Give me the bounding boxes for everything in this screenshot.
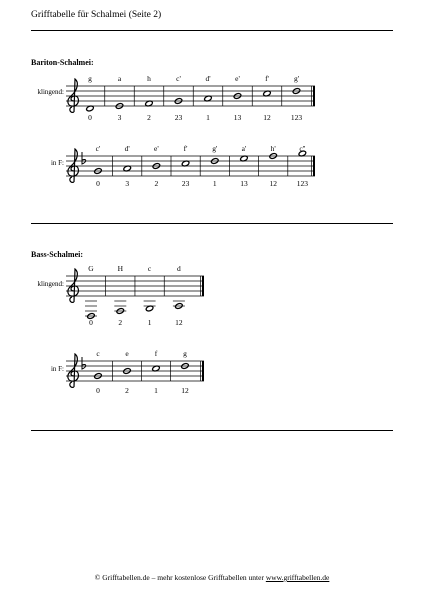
fingering-number: 12: [263, 113, 271, 122]
footer-link[interactable]: www.grifftabellen.de: [265, 573, 330, 582]
note-name: f': [183, 144, 188, 153]
fingering-number: 0: [88, 113, 92, 122]
note-name: g: [183, 349, 187, 358]
fingering-number: 0: [89, 318, 93, 327]
fingering-number: 0: [96, 386, 100, 395]
final-barline: [313, 86, 315, 106]
fingering-number: 123: [296, 179, 309, 188]
staff-label-bariton-in-f: in F:: [50, 159, 64, 167]
fingering-number: 13: [240, 179, 248, 188]
note-name: g': [212, 144, 218, 153]
fingering-number: 1: [147, 318, 152, 327]
footer-dash: –: [151, 573, 156, 582]
fingering-number: 12: [269, 179, 277, 188]
staff-label-bass-in-f: in F:: [50, 365, 64, 373]
note-name: h: [147, 74, 151, 83]
section-title-bariton: Bariton-Schalmei:: [31, 58, 94, 67]
fingering-number: 23: [181, 179, 190, 188]
fingering-number: 12: [175, 318, 183, 327]
final-barline: [202, 276, 204, 296]
staff-label-bass-klingend: klingend:: [37, 280, 64, 288]
fingering-number: 3: [117, 113, 122, 122]
flat-sign-icon: [82, 152, 86, 164]
footer: [0, 573, 424, 582]
final-barline: [313, 156, 315, 176]
fingering-number: 2: [147, 113, 151, 122]
note-name: H: [117, 264, 124, 273]
footer-text: mehr kostenlose Grifftabellen unter: [157, 573, 264, 582]
fingering-number: 1: [154, 386, 158, 395]
staff-label-bariton-klingend: klingend:: [37, 88, 64, 96]
note-name: g': [293, 74, 300, 83]
note-name: d: [177, 264, 181, 273]
fingering-number: 1: [212, 179, 217, 188]
note-name: a': [241, 144, 247, 153]
fingering-number: 1: [206, 113, 210, 122]
note-name: g: [88, 74, 92, 83]
note-name: G: [88, 264, 94, 273]
note-name: a: [117, 74, 122, 83]
note-name: h': [270, 144, 276, 153]
fingering-number: 12: [181, 386, 189, 395]
fingering-number: 0: [96, 179, 100, 188]
fingering-number: 2: [118, 318, 123, 327]
fingering-number: 123: [290, 113, 303, 122]
flat-sign-icon: [82, 357, 86, 369]
fingering-number: 2: [125, 386, 129, 395]
note-name: c'': [299, 144, 306, 153]
note-name: c': [176, 74, 181, 83]
note-name: d': [124, 144, 130, 153]
note-name: f: [154, 349, 158, 358]
fingering-number: 23: [174, 113, 183, 122]
note-name: c: [96, 349, 100, 358]
page-title: Grifftabelle für Schalmei (Seite 2): [31, 10, 162, 20]
final-barline: [202, 361, 204, 381]
footer-copyright: © Grifftabellen.de: [94, 573, 150, 582]
note-name: d': [205, 74, 211, 83]
section-title-bass: Bass-Schalmei:: [31, 250, 83, 259]
note-name: f': [265, 74, 269, 83]
fingering-number: 2: [154, 179, 159, 188]
note-name: c: [147, 264, 152, 273]
note-name: e': [235, 74, 240, 83]
fingering-number: 3: [125, 179, 130, 188]
note-name: e': [154, 144, 159, 153]
note-name: c': [95, 144, 101, 153]
fingering-number: 13: [233, 113, 242, 122]
note-name: e: [125, 349, 129, 358]
